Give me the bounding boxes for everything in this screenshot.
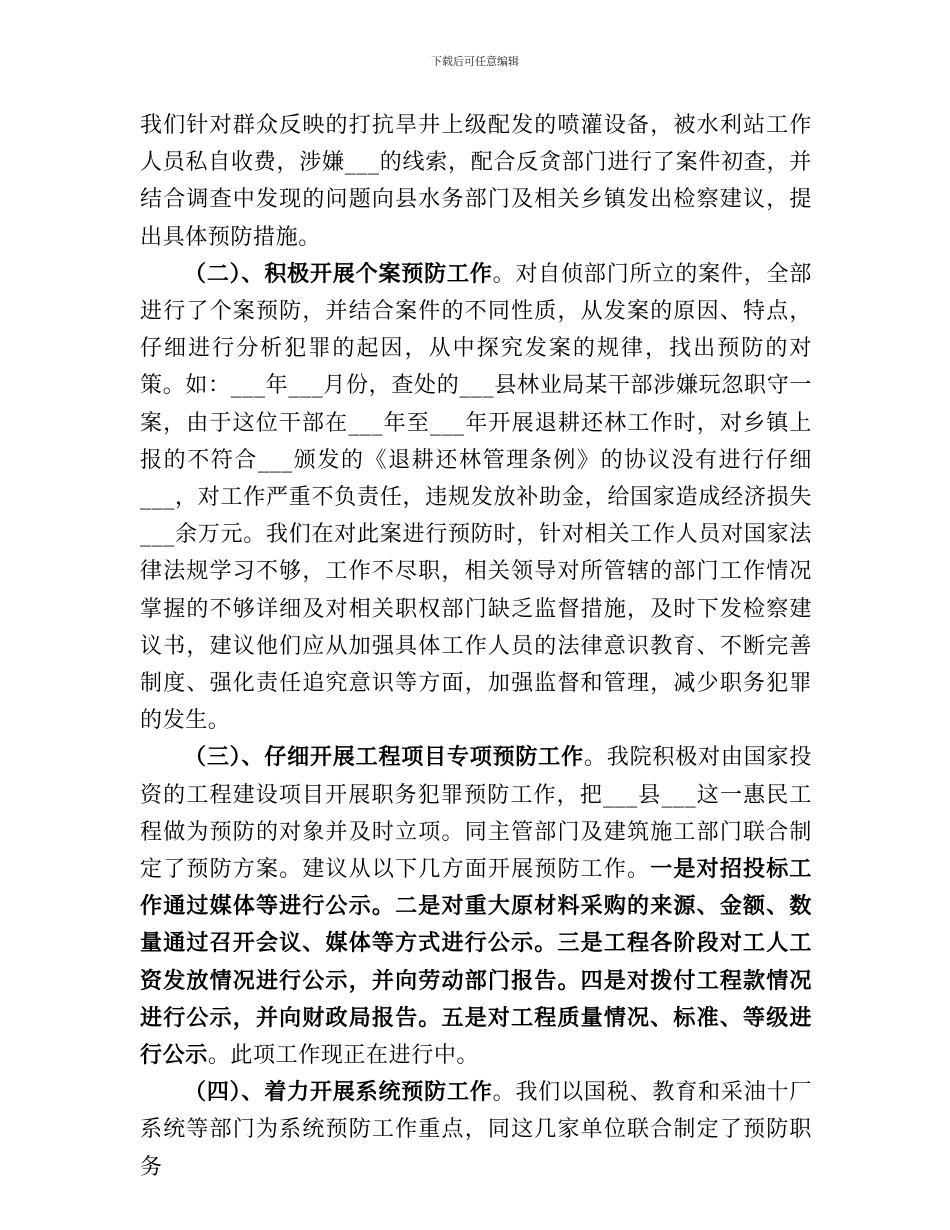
paragraph-3-heading: （三）、仔细开展工程项目专项预防工作 [184, 745, 584, 771]
paragraph-3-body: 。我院积极对由国家投资的工程建设项目开展职务犯罪预防工作，把___县___这一惠民工程做为预防的对象并及时立项。同主管部门及建筑施工部门联合制定了预防方案。建议从以下几方面开展预防工作。 [140, 745, 812, 883]
paragraph-2-heading: （二）、积极开展个案预防工作 [184, 261, 493, 287]
paragraph-1-body: 我们针对群众反映的打抗旱井上级配发的喷灌设备，被水利站工作人员私自收费，涉嫌___的线索，配合反贪部门进行了案件初查，并结合调查中发现的问题向县水务部门及相关乡镇发出检察建议，提出具体预防措施。 [140, 113, 812, 250]
paragraph-4 [140, 1074, 812, 1186]
document-body [140, 107, 812, 1186]
paragraph-3-tail: 。此项工作现正在进行中。 [207, 1043, 480, 1069]
paragraph-2-body: 。对自侦部门所立的案件，全部进行了个案预防，并结合案件的不同性质，从发案的原因、特点，仔细进行分析犯罪的起因，从中探究发案的规律，找出预防的对策。如：___年___月份，查处的___县林业局某干部涉嫌玩忽职守一案，由于这位干部在___年至___年开展退耕还林工作时，对乡镇上报的不符合___颁发的《退耕还林管理条例》的协议没有进行仔细___，对工作严重不负责任，违规发放补助金，给国家造成经济损失___余万元。我们在对此案进行预防时，针对相关工作人员对国家法律法规学习不够，工作不尽职，相关领导对所管辖的部门工作情况掌握的不够详细及对相关职权部门缺乏监督措施，及时下发检察建议书，建议他们应从加强具体工作人员的法律意识教育、不断完善制度、强化责任追究意识等方面，加强监督和管理，减少职务犯罪的发生。 [140, 261, 812, 734]
paragraph-4-heading: （四）、着力开展系统预防工作 [184, 1080, 493, 1106]
paragraph-3 [140, 739, 812, 1074]
paragraph-4-body: 。我们以国税、教育和采油十厂系统等部门为系统预防工作重点，同这几家单位联合制定了预防职务 [140, 1080, 812, 1180]
page-header: 下载后可任意编辑 [431, 55, 519, 68]
paragraph-3-bold-measures: 一是对招投标工作通过媒体等进行公示。二是对重大原材料采购的来源、金额、数量通过召开会议、媒体等方式进行公示。三是工程各阶段对工人工资发放情况进行公示，并向劳动部门报告。四是对拨付工程款情况进行公示，并向财政局报告。五是对工程质量情况、标准、等级进行公示 [140, 857, 813, 1069]
paragraph-1 [140, 107, 812, 256]
paragraph-2 [140, 256, 812, 740]
